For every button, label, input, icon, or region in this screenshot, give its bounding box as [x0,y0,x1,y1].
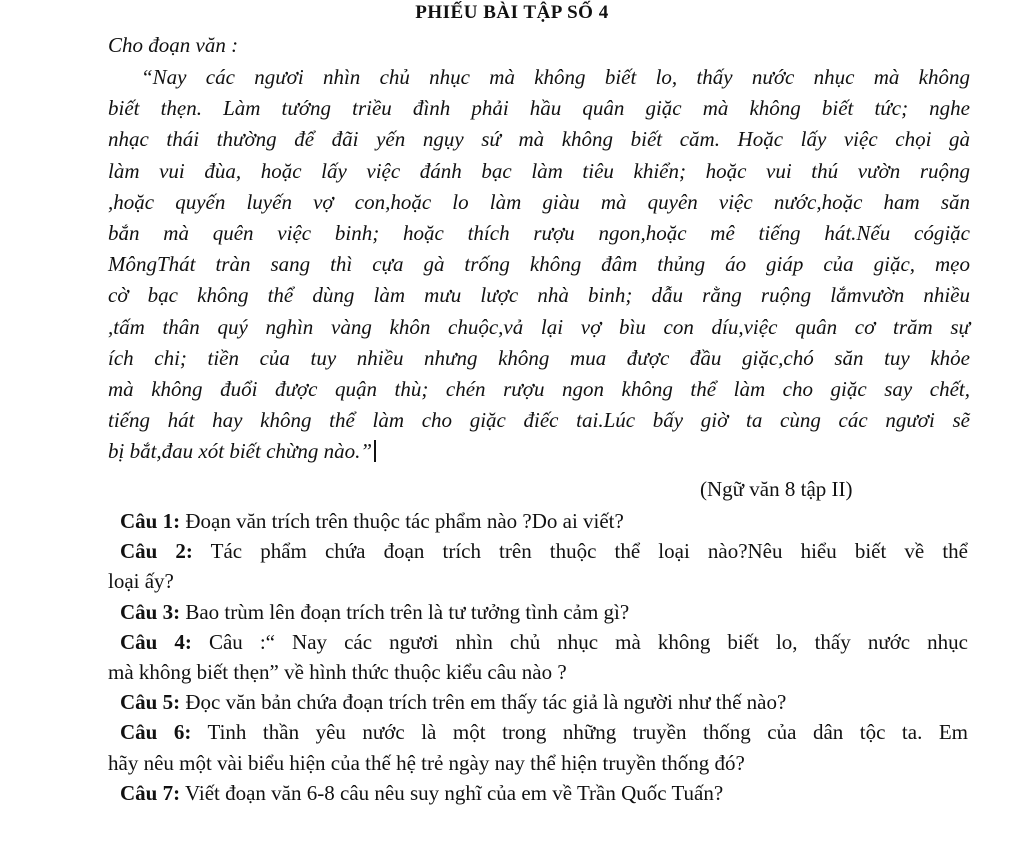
source-citation: (Ngữ văn 8 tập II) [700,477,853,501]
passage-line: làm vui đùa, hoặc lấy việc đánh bạc làm tiêu khiển; hoặc vui thú vườn ruộng [108,158,970,183]
question-list [108,506,968,808]
question-label: Câu 5: [120,690,181,715]
question-label: Câu 1: [120,509,181,533]
passage-line: nhạc thái thường để đãi yến ngụy sứ mà không biết căm. Hoặc lấy việc chọi gà [108,127,970,152]
question-label: Câu 7: [120,780,181,805]
passage-line: ích chi; tiền của tuy nhiều nhưng không mua được đầu giặc,chó săn tuy khỏe [108,345,970,370]
question-label: Câu 4: [120,629,192,654]
question-4 [108,627,968,687]
question-line [108,536,968,566]
question-label: Câu 3: [120,599,181,624]
question-label: Câu 2: [120,539,193,564]
worksheet-title: PHIẾU BÀI TẬP SỐ 4 [415,2,609,23]
question-line [108,506,968,536]
question-text: Tác phẩm chứa đoạn trích trên thuộc thể loại nào?Nêu hiểu biết về thể [192,539,968,564]
question-line [108,687,968,717]
passage-line: bắn mà quên việc binh; hoặc thích rượu ngon,hoặc mê tiếng hát.Nếu cógiặc [108,220,970,245]
question-label: Câu 6: [120,720,192,745]
question-line [108,717,968,747]
question-text: Đoạn văn trích trên thuộc tác phẩm nào ?Do ai viết? [180,509,624,533]
passage-line: tiếng hát hay không thể làm cho giặc điếc tai.Lúc bấy giờ ta cùng các ngươi sẽ [108,408,970,433]
question-6 [108,717,968,777]
question-text: Bao trùm lên đoạn trích trên là tư tưởng tình cảm gì? [180,599,630,624]
passage-line: MôngThát tràn sang thì cựa gà trống không đâm thủng áo giáp của giặc, mẹo [108,252,970,277]
question-7 [108,778,968,808]
question-2 [108,536,968,596]
question-text: Câu :“ Nay các ngươi nhìn chủ nhục mà không biết lo, thấy nước nhục [191,629,968,654]
passage [108,62,970,467]
passage-line: cờ bạc không thể dùng làm mưu lược nhà binh; dẫu rằng ruộng lắmvườn nhiều [108,283,970,308]
question-text: Đọc văn bản chứa đoạn trích trên em thấy tác giả là người như thế nào? [180,690,787,715]
question-text: Viết đoạn văn 6-8 câu nêu suy nghĩ của em về Trần Quốc Tuấn? [180,780,724,805]
question-5 [108,687,968,717]
passage-line: ,tấm thân quý nghìn vàng khôn chuộc,vả lại vợ bìu con díu,việc quân cơ trăm sự [108,314,970,339]
passage-line-text: bị bắt,đau xót biết chừng nào.” [108,439,373,464]
passage-line: mà không đuổi được quận thù; chén rượu ngon không thể làm cho giặc say chết, [108,376,970,401]
question-line: mà không biết thẹn” về hình thức thuộc kiểu câu nào ? [108,659,567,684]
question-line: hãy nêu một vài biểu hiện của thế hệ trẻ ngày nay thể hiện truyền thống đó? [108,750,745,775]
question-line [108,597,968,627]
passage-last-line [108,436,970,467]
question-1 [108,506,968,536]
passage-line: biết thẹn. Làm tướng triều đình phải hầu quân giặc mà không biết tức; nghe [108,96,970,121]
question-line: loại ấy? [108,569,174,594]
question-line [108,627,968,657]
intro-text: Cho đoạn văn : [108,33,239,57]
question-3 [108,597,968,627]
passage-line: “Nay các ngươi nhìn chủ nhục mà không biết lo, thấy nước nhục mà không [141,65,970,89]
question-text: Tinh thần yêu nước là một trong những truyền thống của dân tộc ta. Em [191,720,969,745]
question-line [108,778,968,808]
text-cursor [374,440,376,462]
passage-line: ,hoặc quyến luyến vợ con,hoặc lo làm giàu mà quyên việc nước,hoặc ham săn [108,189,970,214]
